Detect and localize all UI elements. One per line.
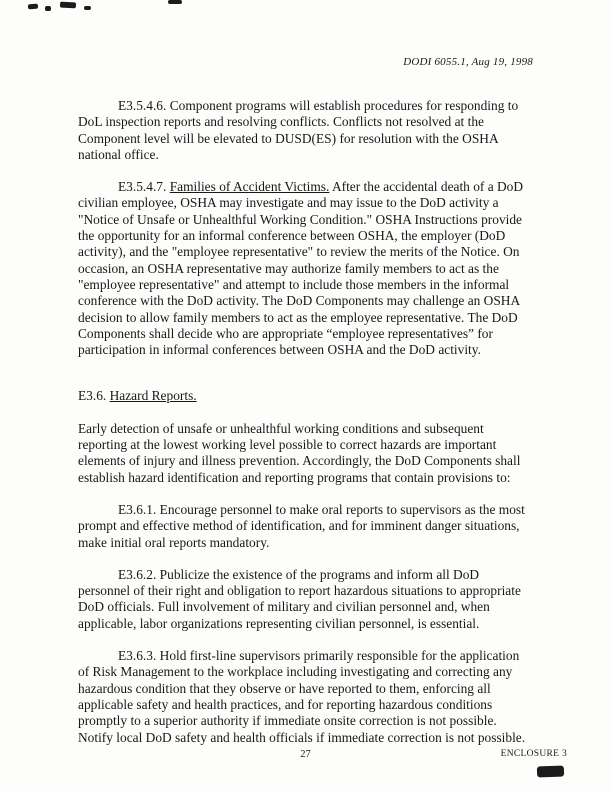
section-number: E3.6.: [78, 388, 107, 404]
scan-artifact: [28, 4, 38, 10]
paragraph-e363: [78, 648, 532, 746]
scan-artifact: [84, 6, 91, 10]
paragraph-text: Hold first-line supervisors primarily responsible for the application of Risk Management to the workplace including investigating and correcting any hazardous condition that they observe or have reported to them, enforcing all applicable safety and health practices, and for reporting hazardous conditions promptly to a superior authority if immediate onsite correction is not possible. Notify local DoD safety and health officials if immediate correction is not possible.: [78, 648, 526, 745]
scan-artifact: [60, 2, 76, 9]
scan-artifact: [537, 766, 564, 778]
document-body: [78, 98, 532, 762]
paragraph-e362: [78, 567, 532, 632]
page-number: 27: [300, 749, 311, 760]
document-footer: [0, 749, 611, 765]
paragraph-e3546: [78, 98, 532, 163]
paragraph-text: Component programs will establish procedures for responding to DoL inspection reports and resolving conflicts. Conflicts not resolved at the Component level will be elevated to DUSD(ES) for resolution with the OSHA national office.: [78, 98, 519, 162]
enclosure-label: ENCLOSURE 3: [500, 749, 567, 759]
paragraph-number: E3.6.2.: [118, 566, 157, 582]
section-heading-e36: [78, 388, 532, 404]
paragraph-text: After the accidental death of a DoD civilian employee, OSHA may investigate and may issue to the DoD activity a "Notice of Unsafe or Unhealthful Working Condition." OSHA Instructions provide the opportunity for an informal conference between OSHA, the employer (DoD activity), and the "employee representative" to review the merits of the Notice. On occasion, an OSHA representative may authorize family members to act as the "employee representative" and attempt to include those members in the informal conference with the DoD activity. The DoD Components may challenge an OSHA decision to allow family members to act as the employee representative. The DoD Components shall decide who are appropriate “employee representatives” for participation in informal conferences between OSHA and the DoD activity.: [78, 179, 524, 358]
paragraph-number: E3.6.3.: [118, 648, 157, 664]
paragraph-number: E3.5.4.7.: [118, 179, 167, 195]
paragraph-text: Publicize the existence of the programs and inform all DoD personnel of their right and obligation to report hazardous situations to appropriate DoD officials. Full involvement of military and civilian personnel and, when applicable, labor organizations representing civilian personnel, is essential.: [78, 566, 521, 631]
paragraph-text: Early detection of unsafe or unhealthful working conditions and subsequent reporting at the lowest working level possible to correct hazards are important elements of injury and illness prevention. Accordingly, the DoD Components shall establish hazard identification and reporting programs that contain provisions to:: [78, 420, 521, 485]
paragraph-text: Encourage personnel to make oral reports to supervisors as the most prompt and effective method of identification, and for imminent danger situations, make initial oral reports mandatory.: [78, 501, 525, 550]
scan-artifact: [168, 0, 182, 4]
section-spacer: [78, 374, 532, 388]
section-title: Hazard Reports.: [109, 388, 197, 404]
paragraph-e3547: [78, 179, 532, 358]
scan-artifact: [45, 6, 51, 11]
paragraph-e361: [78, 502, 532, 551]
paragraph-heading: Families of Accident Victims.: [169, 179, 330, 195]
paragraph-number: E3.6.1.: [118, 501, 157, 517]
document-header: DODI 6055.1, Aug 19, 1998: [403, 56, 533, 68]
paragraph-e36-intro: [78, 421, 532, 486]
paragraph-number: E3.5.4.6.: [118, 98, 167, 113]
